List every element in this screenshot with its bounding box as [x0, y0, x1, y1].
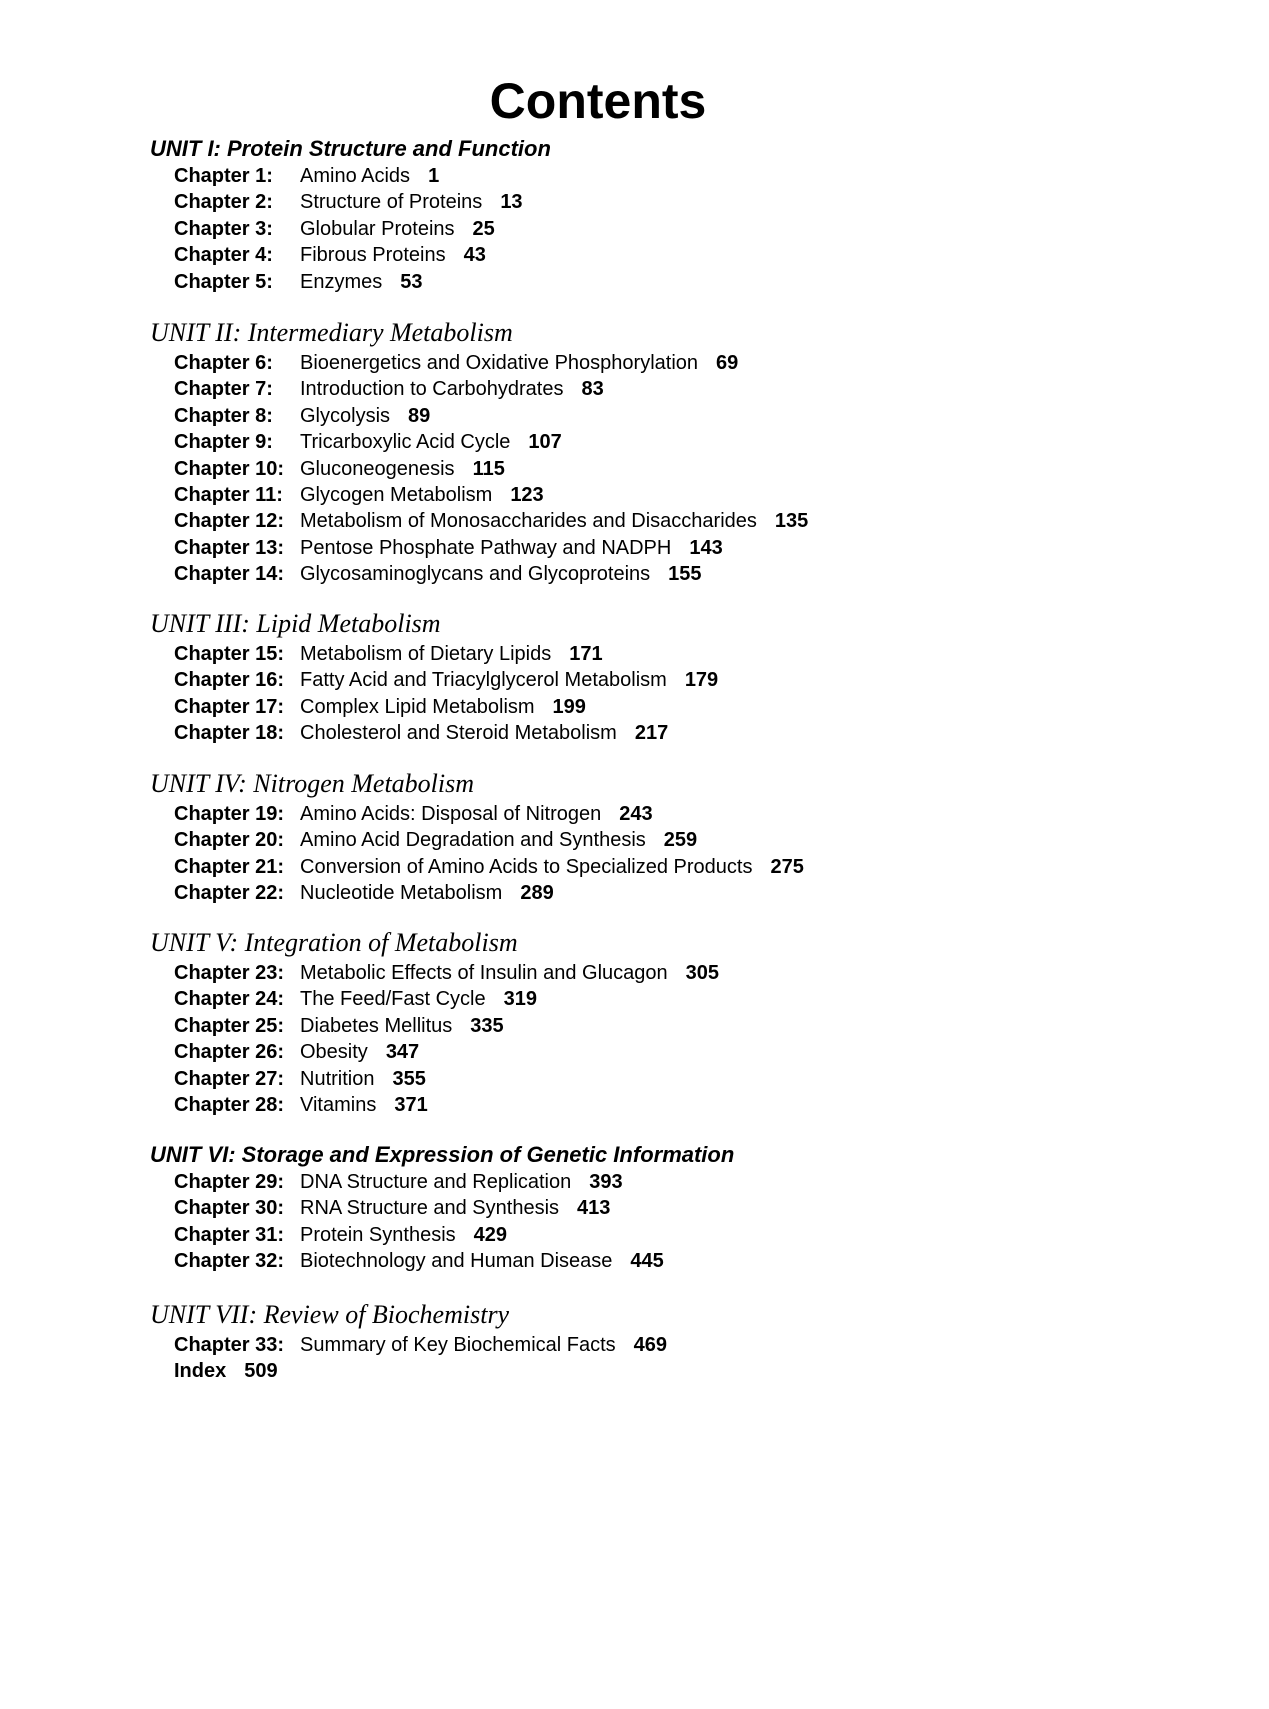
toc-entry[interactable] [174, 641, 1210, 667]
chapter-title: Metabolism of Dietary Lipids [300, 643, 552, 665]
chapter-page: 305 [685, 962, 720, 984]
chapter-label: Chapter 19: [174, 803, 285, 825]
chapter-title: Amino Acids [300, 165, 411, 187]
chapter-title: Globular Proteins [300, 217, 455, 240]
chapter-page: 429 [473, 1223, 508, 1246]
chapter-page: 135 [774, 510, 809, 533]
unit-6 [150, 1141, 1210, 1275]
chapter-page: 171 [569, 643, 603, 665]
unit-heading: UNIT III: Lipid Metabolism [150, 609, 441, 638]
chapter-list [150, 801, 1210, 907]
chapter-label: Chapter 11: [174, 483, 283, 506]
chapter-title: Nutrition [300, 1067, 375, 1090]
chapter-label: Chapter 5: [174, 270, 273, 293]
chapter-label: Chapter 6: [174, 352, 273, 374]
chapter-label: Chapter 26: [174, 1041, 285, 1064]
unit-heading: UNIT VI: Storage and Expression of Genetic Information [150, 1142, 735, 1167]
chapter-page: 43 [463, 244, 486, 267]
toc-entry[interactable] [174, 1195, 1210, 1221]
chapter-label: Chapter 1: [174, 165, 273, 187]
chapter-label: Chapter 20: [174, 829, 285, 852]
unit-5 [150, 926, 1210, 1118]
chapter-page: 83 [581, 378, 604, 401]
chapter-page: 107 [528, 431, 562, 454]
chapter-label: Chapter 3: [174, 217, 273, 240]
chapter-label: Chapter 22: [174, 882, 285, 905]
chapter-title: Metabolic Effects of Insulin and Glucagon [300, 962, 668, 984]
chapter-page: 115 [472, 457, 505, 480]
chapter-label: Chapter 30: [174, 1197, 285, 1220]
unit-heading: UNIT II: Intermediary Metabolism [150, 318, 513, 347]
chapter-label: Chapter 29: [174, 1171, 285, 1193]
unit-heading: UNIT IV: Nitrogen Metabolism [150, 769, 475, 798]
chapter-list [150, 350, 1210, 588]
unit-heading: UNIT VII: Review of Biochemistry [150, 1300, 510, 1329]
chapter-list [150, 1169, 1210, 1275]
toc-entry[interactable] [174, 429, 1210, 455]
chapter-page: 413 [577, 1197, 611, 1220]
toc-entry[interactable] [174, 350, 1210, 376]
toc-entry[interactable] [174, 854, 1210, 880]
chapter-label: Chapter 13: [174, 536, 285, 559]
chapter-title: Obesity [300, 1041, 368, 1064]
toc-entry[interactable] [174, 827, 1210, 853]
chapter-page: 469 [633, 1334, 668, 1356]
chapter-page: 393 [589, 1171, 623, 1193]
toc-entry[interactable] [174, 482, 1210, 508]
toc-entry[interactable] [174, 1013, 1210, 1039]
chapter-page: 445 [630, 1250, 664, 1273]
chapter-label: Chapter 8: [174, 404, 273, 427]
chapter-label: Chapter 24: [174, 988, 285, 1011]
toc-entry[interactable] [174, 1039, 1210, 1065]
toc-entry[interactable] [174, 720, 1210, 746]
chapter-page: 69 [716, 352, 739, 374]
chapter-label: Chapter 7: [174, 378, 273, 401]
toc-entry[interactable] [174, 561, 1210, 587]
toc-entry[interactable] [174, 508, 1210, 534]
chapter-title: Introduction to Carbohydrates [300, 378, 564, 401]
chapter-page: 13 [500, 191, 523, 214]
chapter-page: 335 [470, 1014, 504, 1037]
chapter-page: 25 [472, 217, 495, 240]
toc-entry[interactable] [174, 986, 1210, 1012]
chapter-title: Nucleotide Metabolism [300, 882, 503, 905]
chapter-page: 371 [394, 1093, 428, 1116]
chapter-label: Chapter 21: [174, 855, 285, 878]
chapter-title: Glycosaminoglycans and Glycoproteins [300, 563, 651, 586]
toc-entry[interactable] [174, 269, 1210, 295]
unit-7 [150, 1298, 1210, 1385]
chapter-title: Biotechnology and Human Disease [300, 1250, 613, 1273]
toc-entry[interactable] [174, 1066, 1210, 1092]
chapter-page: 143 [689, 536, 723, 559]
chapter-label: Chapter 23: [174, 962, 285, 984]
chapter-page: 275 [770, 855, 804, 878]
toc-entry[interactable] [174, 1332, 1210, 1358]
chapter-label: Chapter 28: [174, 1093, 285, 1116]
chapter-page: 179 [684, 669, 719, 692]
chapter-label: Chapter 15: [174, 643, 285, 665]
chapter-title: DNA Structure and Replication [300, 1171, 572, 1193]
unit-heading: UNIT I: Protein Structure and Function [150, 136, 551, 161]
toc-entry[interactable] [174, 189, 1210, 215]
chapter-title: Glycolysis [300, 404, 391, 427]
chapter-title: Complex Lipid Metabolism [300, 695, 535, 718]
toc-entry[interactable] [174, 242, 1210, 268]
chapter-label: Chapter 25: [174, 1014, 285, 1037]
toc-entry[interactable] [174, 403, 1210, 429]
chapter-list [150, 641, 1210, 747]
chapter-page: 347 [385, 1041, 420, 1064]
chapter-label: Chapter 12: [174, 510, 285, 533]
toc-entry[interactable] [174, 694, 1210, 720]
chapter-title: Diabetes Mellitus [300, 1014, 453, 1037]
toc-entry[interactable] [174, 1222, 1210, 1248]
toc-entry[interactable] [174, 1248, 1210, 1274]
chapter-label: Chapter 17: [174, 695, 285, 718]
chapter-page: 1 [428, 165, 440, 187]
chapter-title: Conversion of Amino Acids to Specialized Products [300, 855, 753, 878]
toc-entry[interactable] [174, 1169, 1210, 1195]
chapter-page: 259 [663, 829, 698, 852]
page-title: Contents [489, 73, 707, 129]
unit-2 [150, 316, 1210, 588]
toc-entry[interactable] [174, 667, 1210, 693]
chapter-label: Chapter 33: [174, 1334, 285, 1356]
toc-entry[interactable] [174, 216, 1210, 242]
chapter-page: 217 [634, 722, 669, 745]
chapter-title: Amino Acids: Disposal of Nitrogen [300, 803, 602, 825]
chapter-label: Chapter 10: [174, 457, 285, 480]
toc-entry[interactable] [174, 456, 1210, 482]
chapter-label: Chapter 4: [174, 244, 273, 267]
chapter-label: Chapter 32: [174, 1250, 285, 1273]
chapter-label: Chapter 18: [174, 722, 285, 745]
chapter-page: 289 [520, 882, 554, 905]
chapter-page: 53 [400, 270, 423, 293]
chapter-title: Fatty Acid and Triacylglycerol Metabolism [300, 669, 667, 692]
chapter-page: 319 [503, 988, 537, 1011]
chapter-title: Gluconeogenesis [300, 457, 455, 480]
toc-entry[interactable] [174, 163, 1210, 189]
chapter-label: Chapter 31: [174, 1223, 285, 1246]
chapter-title: Bioenergetics and Oxidative Phosphorylation [300, 352, 699, 374]
chapter-title: RNA Structure and Synthesis [300, 1197, 560, 1220]
toc-entry[interactable] [174, 1092, 1210, 1118]
toc-entry[interactable] [174, 880, 1210, 906]
chapter-page: 89 [408, 404, 431, 427]
toc-entry[interactable] [174, 376, 1210, 402]
chapter-label: Chapter 16: [174, 669, 285, 692]
chapter-title: Enzymes [300, 270, 383, 293]
index-page: 509 [244, 1360, 278, 1383]
chapter-page: 155 [668, 563, 702, 586]
chapter-title: Pentose Phosphate Pathway and NADPH [300, 536, 672, 559]
chapter-label: Chapter 9: [174, 431, 273, 454]
unit-1 [150, 135, 1210, 295]
chapter-page: 243 [619, 803, 653, 825]
chapter-title: Vitamins [300, 1093, 377, 1116]
chapter-title: Summary of Key Biochemical Facts [300, 1334, 616, 1356]
index-label: Index [174, 1360, 227, 1383]
toc-entry[interactable] [174, 960, 1210, 986]
chapter-title: Tricarboxylic Acid Cycle [300, 431, 511, 454]
chapter-page: 355 [392, 1067, 426, 1090]
chapter-label: Chapter 2: [174, 191, 273, 214]
toc-entry[interactable] [174, 801, 1210, 827]
chapter-page: 199 [552, 695, 586, 718]
toc-entry[interactable] [174, 535, 1210, 561]
chapter-page: 123 [510, 483, 544, 506]
chapter-label: Chapter 14: [174, 563, 285, 586]
index-entry[interactable] [174, 1358, 1210, 1384]
chapter-list [150, 163, 1210, 295]
chapter-title: Protein Synthesis [300, 1223, 456, 1246]
chapter-title: Metabolism of Monosaccharides and Disaccharides [300, 510, 757, 533]
chapter-label: Chapter 27: [174, 1067, 285, 1090]
unit-3 [150, 607, 1210, 747]
chapter-title: Structure of Proteins [300, 191, 483, 214]
unit-heading: UNIT V: Integration of Metabolism [150, 928, 518, 957]
chapter-title: Glycogen Metabolism [300, 483, 493, 506]
chapter-title: The Feed/Fast Cycle [300, 988, 486, 1011]
chapter-title: Fibrous Proteins [300, 244, 446, 267]
chapter-title: Amino Acid Degradation and Synthesis [300, 829, 646, 852]
unit-4 [150, 767, 1210, 907]
chapter-title: Cholesterol and Steroid Metabolism [300, 722, 617, 745]
chapter-list [150, 1332, 1210, 1385]
chapter-list [150, 960, 1210, 1118]
